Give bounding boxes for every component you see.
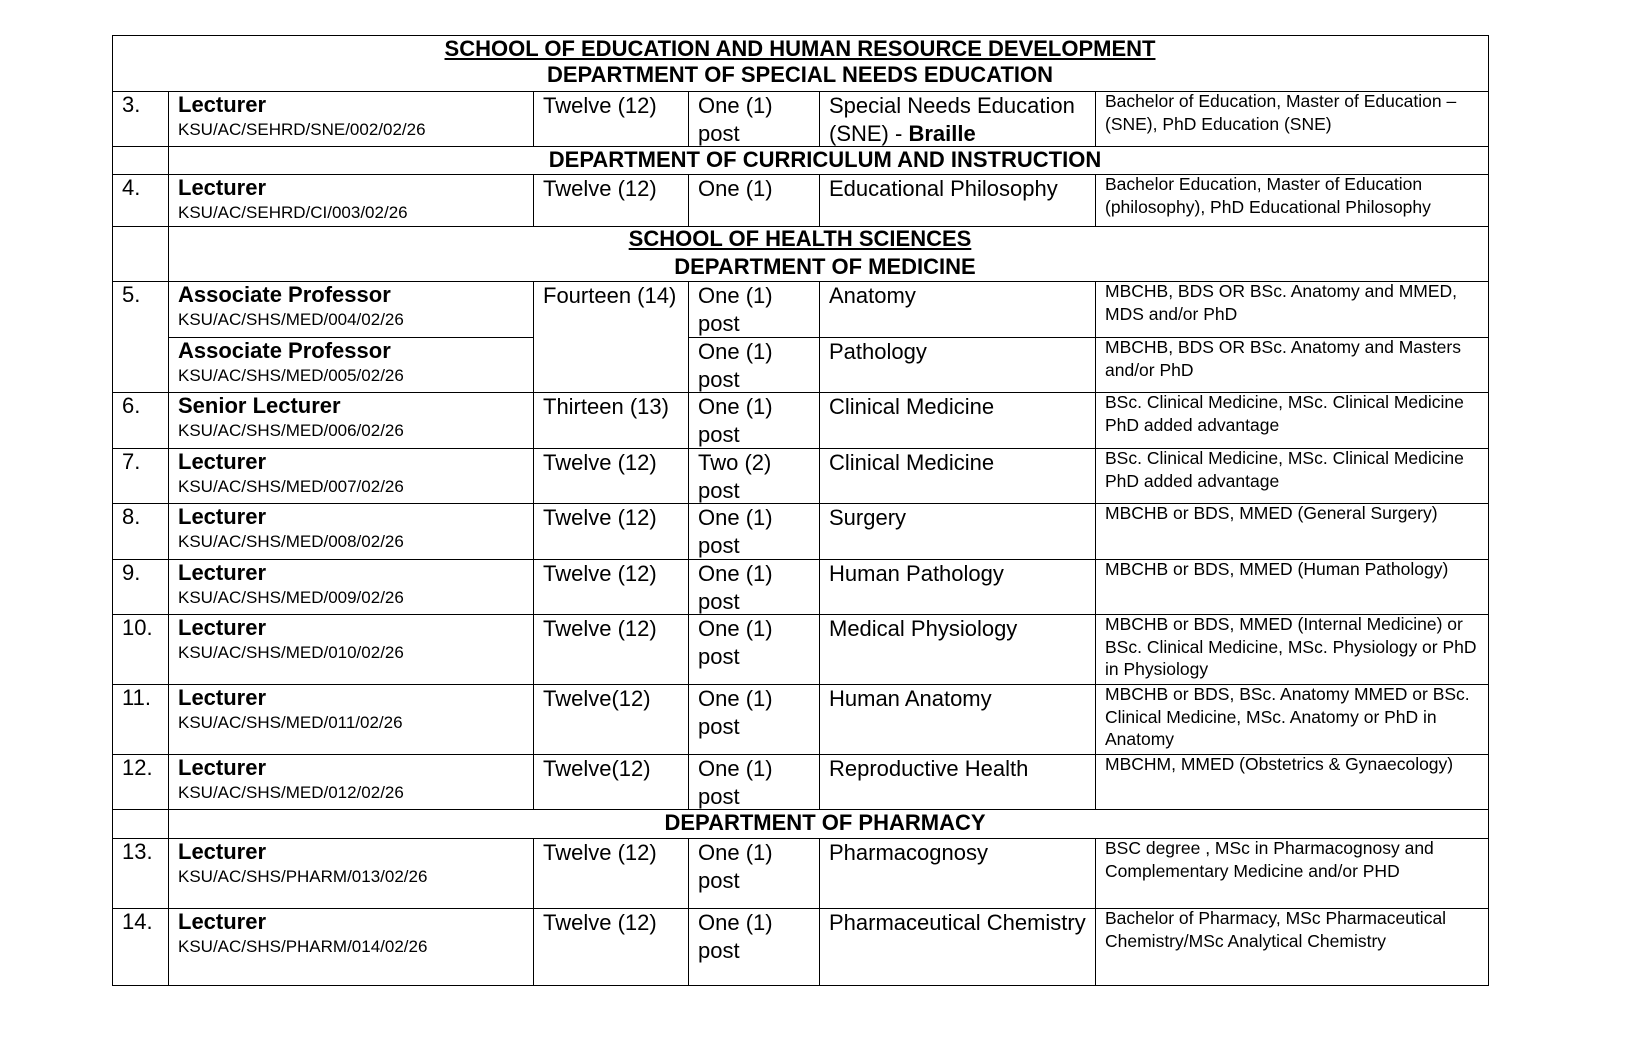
table-border-v (168, 838, 169, 908)
area-of-specialization (829, 282, 1097, 310)
area-text: Medical Physiology (829, 616, 1018, 641)
position-title: Lecturer (178, 615, 267, 640)
table-border-v (533, 838, 534, 908)
school-title-text: SCHOOL OF HEALTH SCIENCES (628, 226, 972, 251)
grade: Twelve(12) (543, 756, 651, 781)
table-border-v (112, 35, 113, 986)
number-of-posts: One (1) (698, 176, 773, 201)
reference-code: KSU/AC/SHS/MED/009/02/26 (178, 588, 404, 607)
table-border-v (819, 448, 820, 503)
table-border-v (819, 614, 820, 684)
number-of-posts: Two (2) post (698, 450, 772, 503)
reference-code: KSU/AC/SHS/MED/004/02/26 (178, 310, 404, 329)
reference-code: KSU/AC/SEHRD/CI/003/02/26 (178, 203, 408, 222)
area-of-specialization (829, 615, 1097, 643)
area-of-specialization (829, 685, 1097, 713)
position-title: Associate Professor (178, 338, 391, 363)
qualifications: MBCHB or BDS, MMED (Human Pathology) (1105, 559, 1449, 579)
table-border-v (819, 337, 820, 392)
row-number: 12. (122, 755, 153, 780)
area-text: Reproductive Health (829, 756, 1029, 781)
reference-code: KSU/AC/SEHRD/SNE/002/02/26 (178, 120, 426, 139)
department-title: DEPARTMENT OF MEDICINE (674, 254, 976, 279)
table-border-v (168, 448, 169, 503)
qualifications: BSc. Clinical Medicine, MSc. Clinical Medicine PhD added advantage (1105, 392, 1464, 435)
row-number: 3. (122, 92, 141, 117)
qualifications: MBCHB or BDS, MMED (Internal Medicine) or BSc. Clinical Medicine, MSc. Physiology or PhD in Physiology (1105, 614, 1477, 679)
table-border-v (688, 91, 689, 146)
table-border-v (168, 91, 169, 146)
area-text: Surgery (829, 505, 907, 530)
area-of-specialization (829, 560, 1097, 588)
grade: Twelve (12) (543, 561, 657, 586)
table-border-v (819, 174, 820, 226)
area-of-specialization (829, 175, 1097, 203)
table-border-v (533, 559, 534, 614)
position-title: Lecturer (178, 839, 267, 864)
table-border-v (819, 559, 820, 614)
area-text: Human Anatomy (829, 686, 992, 711)
number-of-posts: One (1) post (698, 616, 773, 669)
qualifications: BSC degree , MSc in Pharmacognosy and Complementary Medicine and/or PHD (1105, 838, 1434, 881)
department-title: DEPARTMENT OF PHARMACY (664, 810, 986, 835)
table-border-v (168, 337, 169, 392)
area-of-specialization (829, 909, 1097, 937)
table-border-v (533, 174, 534, 226)
area-of-specialization (829, 504, 1097, 532)
table-border-v (533, 503, 534, 559)
area-of-specialization (829, 92, 1097, 148)
table-border-v (819, 838, 820, 908)
reference-code: KSU/AC/SHS/MED/011/02/26 (178, 713, 403, 732)
number-of-posts: One (1) post (698, 394, 773, 447)
reference-code: KSU/AC/SHS/MED/008/02/26 (178, 532, 404, 551)
table-border-v (533, 448, 534, 503)
table-border-v (168, 908, 169, 985)
department-title: DEPARTMENT OF CURRICULUM AND INSTRUCTION (548, 147, 1102, 172)
grade: Twelve (12) (543, 910, 657, 935)
area-text: Clinical Medicine (829, 450, 995, 475)
row-number: 13. (122, 839, 153, 864)
row-number: 8. (122, 504, 141, 529)
grade: Twelve (12) (543, 93, 657, 118)
number-of-posts: One (1) post (698, 756, 773, 809)
area-of-specialization (829, 393, 1097, 421)
row-number: 6. (122, 393, 141, 418)
position-title: Lecturer (178, 685, 267, 710)
table-border-v (688, 614, 689, 684)
grade: Twelve (12) (543, 505, 657, 530)
position-title: Associate Professor (178, 282, 391, 307)
area-text: Pathology (829, 339, 927, 364)
qualifications: MBCHB, BDS OR BSc. Anatomy and MMED, MDS and/or PhD (1105, 281, 1458, 324)
number-of-posts: One (1) post (698, 93, 773, 146)
area-of-specialization (829, 449, 1097, 477)
qualifications: MBCHB or BDS, BSc. Anatomy MMED or BSc. Clinical Medicine, MSc. Anatomy or PhD in Anatomy (1105, 684, 1470, 749)
table-border-v (533, 281, 534, 337)
table-border-v (688, 503, 689, 559)
number-of-posts: One (1) post (698, 505, 773, 558)
position-title: Lecturer (178, 92, 267, 117)
table-border-v (533, 684, 534, 754)
school-title (0, 36, 1600, 62)
qualifications: MBCHB, BDS OR BSc. Anatomy and Masters and/or PhD (1105, 337, 1461, 380)
qualifications: Bachelor Education, Master of Education (philosophy), PhD Educational Philosophy (1105, 174, 1431, 217)
position-title: Lecturer (178, 175, 267, 200)
table-border-v (533, 908, 534, 985)
area-text: Pharmaceutical Chemistry (829, 910, 1086, 935)
table-border-v (168, 392, 169, 448)
table-border-v (819, 281, 820, 337)
reference-code: KSU/AC/SHS/MED/012/02/26 (178, 783, 404, 802)
grade: Thirteen (13) (543, 394, 669, 419)
row-number: 10. (122, 615, 153, 640)
table-border-v (819, 684, 820, 754)
row-number: 5. (122, 282, 141, 307)
department-title (0, 62, 1600, 88)
table-border-v (688, 559, 689, 614)
number-of-posts: One (1) post (698, 283, 773, 336)
area-text: Pharmacognosy (829, 840, 988, 865)
position-title: Lecturer (178, 560, 267, 585)
table-border-v (533, 91, 534, 146)
qualifications: MBCHM, MMED (Obstetrics & Gynaecology) (1105, 754, 1454, 774)
table-border-v (533, 392, 534, 448)
table-border-v (168, 281, 169, 337)
reference-code: KSU/AC/SHS/PHARM/013/02/26 (178, 867, 428, 886)
position-title: Lecturer (178, 909, 267, 934)
area-text: Human Pathology (829, 561, 1004, 586)
number-of-posts: One (1) post (698, 840, 773, 893)
qualifications: Bachelor of Pharmacy, MSc Pharmaceutical Chemistry/MSc Analytical Chemistry (1105, 908, 1447, 951)
area-of-specialization (829, 839, 1097, 867)
table-border-v (819, 503, 820, 559)
area-text: Clinical Medicine (829, 394, 995, 419)
grade: Twelve (12) (543, 616, 657, 641)
row-number: 7. (122, 449, 141, 474)
table-border-v (688, 448, 689, 503)
reference-code: KSU/AC/SHS/MED/006/02/26 (178, 421, 404, 440)
area-text: Anatomy (829, 283, 916, 308)
table-border-v (168, 174, 169, 226)
table-border-h (112, 985, 1489, 986)
table-border-v (1488, 35, 1489, 986)
row-number: 4. (122, 175, 141, 200)
reference-code: KSU/AC/SHS/MED/010/02/26 (178, 643, 404, 662)
table-border-v (688, 337, 689, 392)
position-title: Lecturer (178, 449, 267, 474)
reference-code: KSU/AC/SHS/PHARM/014/02/26 (178, 937, 428, 956)
table-border-v (533, 337, 534, 392)
table-border-v (819, 754, 820, 809)
table-border-v (819, 908, 820, 985)
table-border-v (819, 392, 820, 448)
position-title: Senior Lecturer (178, 393, 341, 418)
table-border-v (688, 392, 689, 448)
row-number: 11. (122, 685, 151, 710)
table-border-v (688, 754, 689, 809)
position-title: Lecturer (178, 504, 267, 529)
table-border-v (168, 614, 169, 684)
table-border-v (168, 559, 169, 614)
school-title (0, 226, 1600, 252)
table-border-v (688, 908, 689, 985)
qualifications: BSc. Clinical Medicine, MSc. Clinical Medicine PhD added advantage (1105, 448, 1464, 491)
table-border-v (688, 174, 689, 226)
qualifications: Bachelor of Education, Master of Education – (SNE), PhD Education (SNE) (1105, 91, 1457, 134)
table-border-v (168, 684, 169, 754)
table-border-v (168, 503, 169, 559)
number-of-posts: One (1) post (698, 561, 773, 614)
area-of-specialization (829, 338, 1097, 366)
school-title-text: SCHOOL OF EDUCATION AND HUMAN RESOURCE DEVELOPMENT (444, 36, 1156, 61)
area-emphasis: Braille (908, 121, 976, 146)
area-of-specialization (829, 755, 1097, 783)
number-of-posts: One (1) post (698, 686, 773, 739)
table-border-v (688, 281, 689, 337)
grade: Twelve (12) (543, 176, 657, 201)
reference-code: KSU/AC/SHS/MED/007/02/26 (178, 477, 404, 496)
grade: Twelve(12) (543, 686, 651, 711)
table-border-v (533, 754, 534, 809)
department-title-text: DEPARTMENT OF SPECIAL NEEDS EDUCATION (546, 62, 1054, 87)
qualifications: MBCHB or BDS, MMED (General Surgery) (1105, 503, 1438, 523)
grade: Fourteen (14) (543, 283, 677, 308)
area-text: Educational Philosophy (829, 176, 1058, 201)
row-number: 14. (122, 909, 153, 934)
position-title: Lecturer (178, 755, 267, 780)
table-border-v (688, 684, 689, 754)
grade: Twelve (12) (543, 840, 657, 865)
table-border-v (533, 614, 534, 684)
table-border-v (168, 754, 169, 809)
row-number: 9. (122, 560, 141, 585)
grade: Twelve (12) (543, 450, 657, 475)
table-border-v (688, 838, 689, 908)
number-of-posts: One (1) post (698, 339, 773, 392)
area-text: Special Needs Education (SNE) - (829, 93, 1075, 146)
number-of-posts: One (1) post (698, 910, 773, 963)
reference-code: KSU/AC/SHS/MED/005/02/26 (178, 366, 404, 385)
table-border-v (819, 91, 820, 146)
